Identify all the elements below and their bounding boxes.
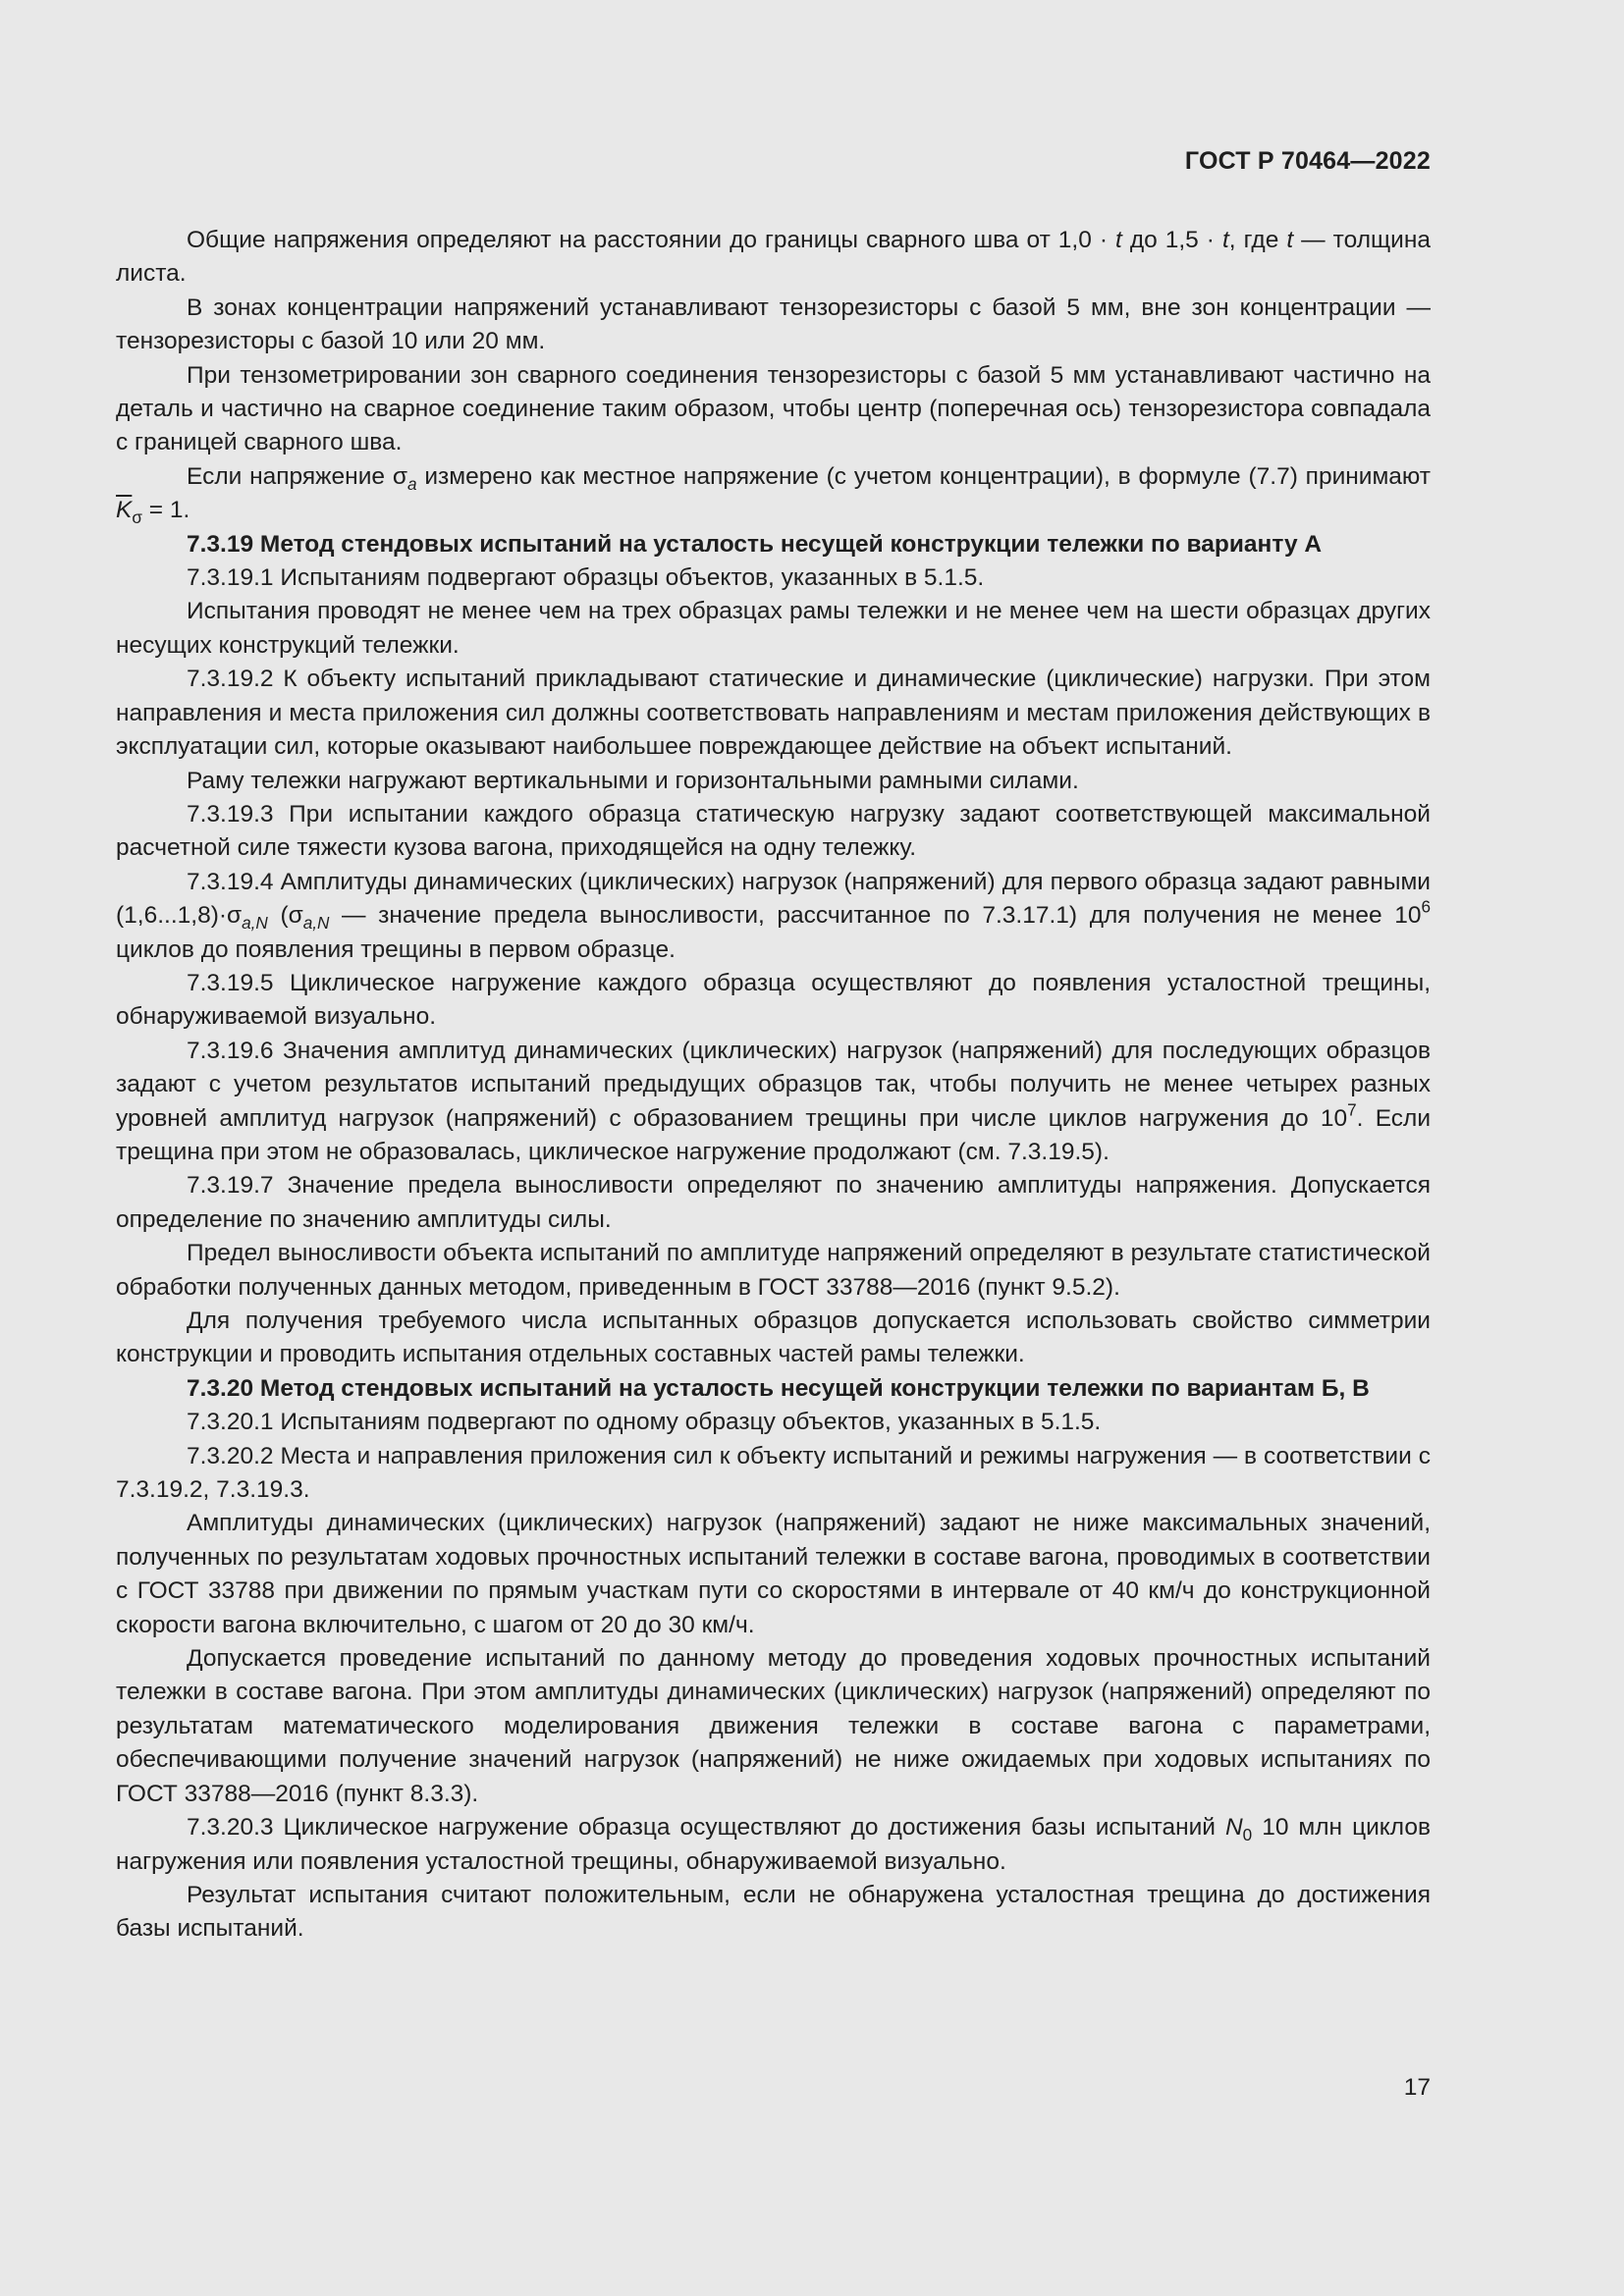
body-paragraph: 7.3.19.1 Испытаниям подвергают образцы объектов, указанных в 5.1.5. (187, 564, 985, 592)
body-paragraph: 7.3.20.2 Места и направления приложения сил к объекту испытаний и режимы нагружения — в соответствии с 7.3.19.2, 7.3.19.3. (116, 1442, 1431, 1504)
section-heading: 7.3.20 Метод стендовых испытаний на усталость несущей конструкции тележки по вариантам Б, В (187, 1374, 1370, 1402)
body-paragraph: 7.3.19.7 Значение предела выносливости определяют по значению амплитуды напряжения. Допускается определение по значению амплитуды силы. (116, 1172, 1431, 1233)
section-heading: 7.3.19 Метод стендовых испытаний на усталость несущей конструкции тележки по варианту А (187, 530, 1323, 558)
body-paragraph: Испытания проводят не менее чем на трех образцах рамы тележки и не менее чем на шести образцах других несущих конструкций тележки. (116, 598, 1431, 659)
body-paragraph: 7.3.19.2 К объекту испытаний прикладывают статические и динамические (циклические) нагрузки. При этом направления и места приложения сил должны соответствовать направлениям и местам приложения действующих в эксплуатации сил, которые оказывают наибольшее повреждающее действие на объект испытаний. (116, 666, 1431, 761)
body-paragraph: Предел выносливости объекта испытаний по амплитуде напряжений определяют в результате статистической обработки полученных данных методом, приведенным в ГОСТ 33788—2016 (пункт 9.5.2). (116, 1240, 1431, 1301)
document-body (116, 224, 1431, 1947)
document-header: ГОСТ Р 70464—2022 (1184, 147, 1431, 175)
body-paragraph: 7.3.20.1 Испытаниям подвергают по одному образцу объектов, указанных в 5.1.5. (187, 1409, 1102, 1436)
body-paragraph: 7.3.19.3 При испытании каждого образца статическую нагрузку задают соответствующей максимальной расчетной силе тяжести кузова вагона, приходящейся на одну тележку. (116, 800, 1431, 862)
body-paragraph: Если напряжение $\sigma_a$ измерено как местное напряжение (с учетом концентрации), в формуле (7.7) принимают $\overline{K}_\sigma = 1$. (116, 462, 1431, 528)
page-number: 17 (1403, 2074, 1431, 2101)
body-paragraph: Раму тележки нагружают вертикальными и горизонтальными рамными силами. (187, 767, 1079, 794)
body-paragraph: Общие напряжения определяют на расстоянии до границы сварного шва от 1,0 · t до 1,5 · t, где t — толщина листа. (116, 227, 1431, 288)
body-paragraph: Амплитуды динамических (циклических) нагрузок (напряжений) задают не ниже максимальных значений, полученных по результатам ходовых прочностных испытаний тележки в составе вагона, проводимых в соответствии с ГОСТ 33788 при движении по прямым участкам пути со скоростями в интервале от 40 км/ч до конструкционной скорости вагона включительно, с шагом от 20 до 30 км/ч. (116, 1510, 1431, 1638)
body-paragraph: Допускается проведение испытаний по данному методу до проведения ходовых прочностных испытаний тележки в составе вагона. При этом амплитуды динамических (циклических) нагрузок (напряжений) определяют по результатам математического моделирования движения тележки в составе вагона с параметрами, обеспечивающими получение значений нагрузок (напряжений) не ниже ожидаемых при ходовых испытаниях по ГОСТ 33788—2016 (пункт 8.3.3). (116, 1645, 1431, 1807)
body-paragraph: 7.3.19.5 Циклическое нагружение каждого образца осуществляют до появления усталостной трещины, обнаруживаемой визуально. (116, 969, 1431, 1031)
body-paragraph: 7.3.19.6 Значения амплитуд динамических (циклических) нагрузок (напряжений) для последующих образцов задают с учетом результатов испытаний предыдущих образцов так, чтобы получить не менее четырех разных уровней амплитуд нагрузок (напряжений) с образованием трещины при числе циклов нагружения до $10^7$. Если трещина при этом не образовалась, циклическое нагружение продолжают (см. 7.3.19.5). (116, 1037, 1431, 1165)
body-paragraph: 7.3.20.3 Циклическое нагружение образца осуществляют до достижения базы испытаний $N_0$ 10 млн циклов нагружения или появления усталостной трещины, обнаруживаемой визуально. (116, 1814, 1431, 1875)
body-paragraph: В зонах концентрации напряжений устанавливают тензорезисторы с базой 5 мм, вне зон концентрации — тензорезисторы с базой 10 или 20 мм. (116, 294, 1431, 355)
body-paragraph: Для получения требуемого числа испытанных образцов допускается использовать свойство симметрии конструкции и проводить испытания отдельных составных частей рамы тележки. (116, 1308, 1431, 1368)
body-paragraph: При тензометрировании зон сварного соединения тензорезисторы с базой 5 мм устанавливают частично на деталь и частично на сварное соединение таким образом, чтобы центр (поперечная ось) тензорезистора совпадала с границей сварного шва. (116, 361, 1431, 456)
body-paragraph: Результат испытания считают положительным, если не обнаружена усталостная трещина до достижения базы испытаний. (116, 1881, 1431, 1943)
body-paragraph: 7.3.19.4 Амплитуды динамических (циклических) нагрузок (напряжений) для первого образца задают равными $(1,6...1,8)\cdot\sigma_{a,N}$ ($\sigma_{a,N}$ — значение предела выносливости, рассчитанное по 7.3.17.1) для получения не менее $10^6$ циклов до появления трещины в первом образце. (116, 868, 1431, 963)
